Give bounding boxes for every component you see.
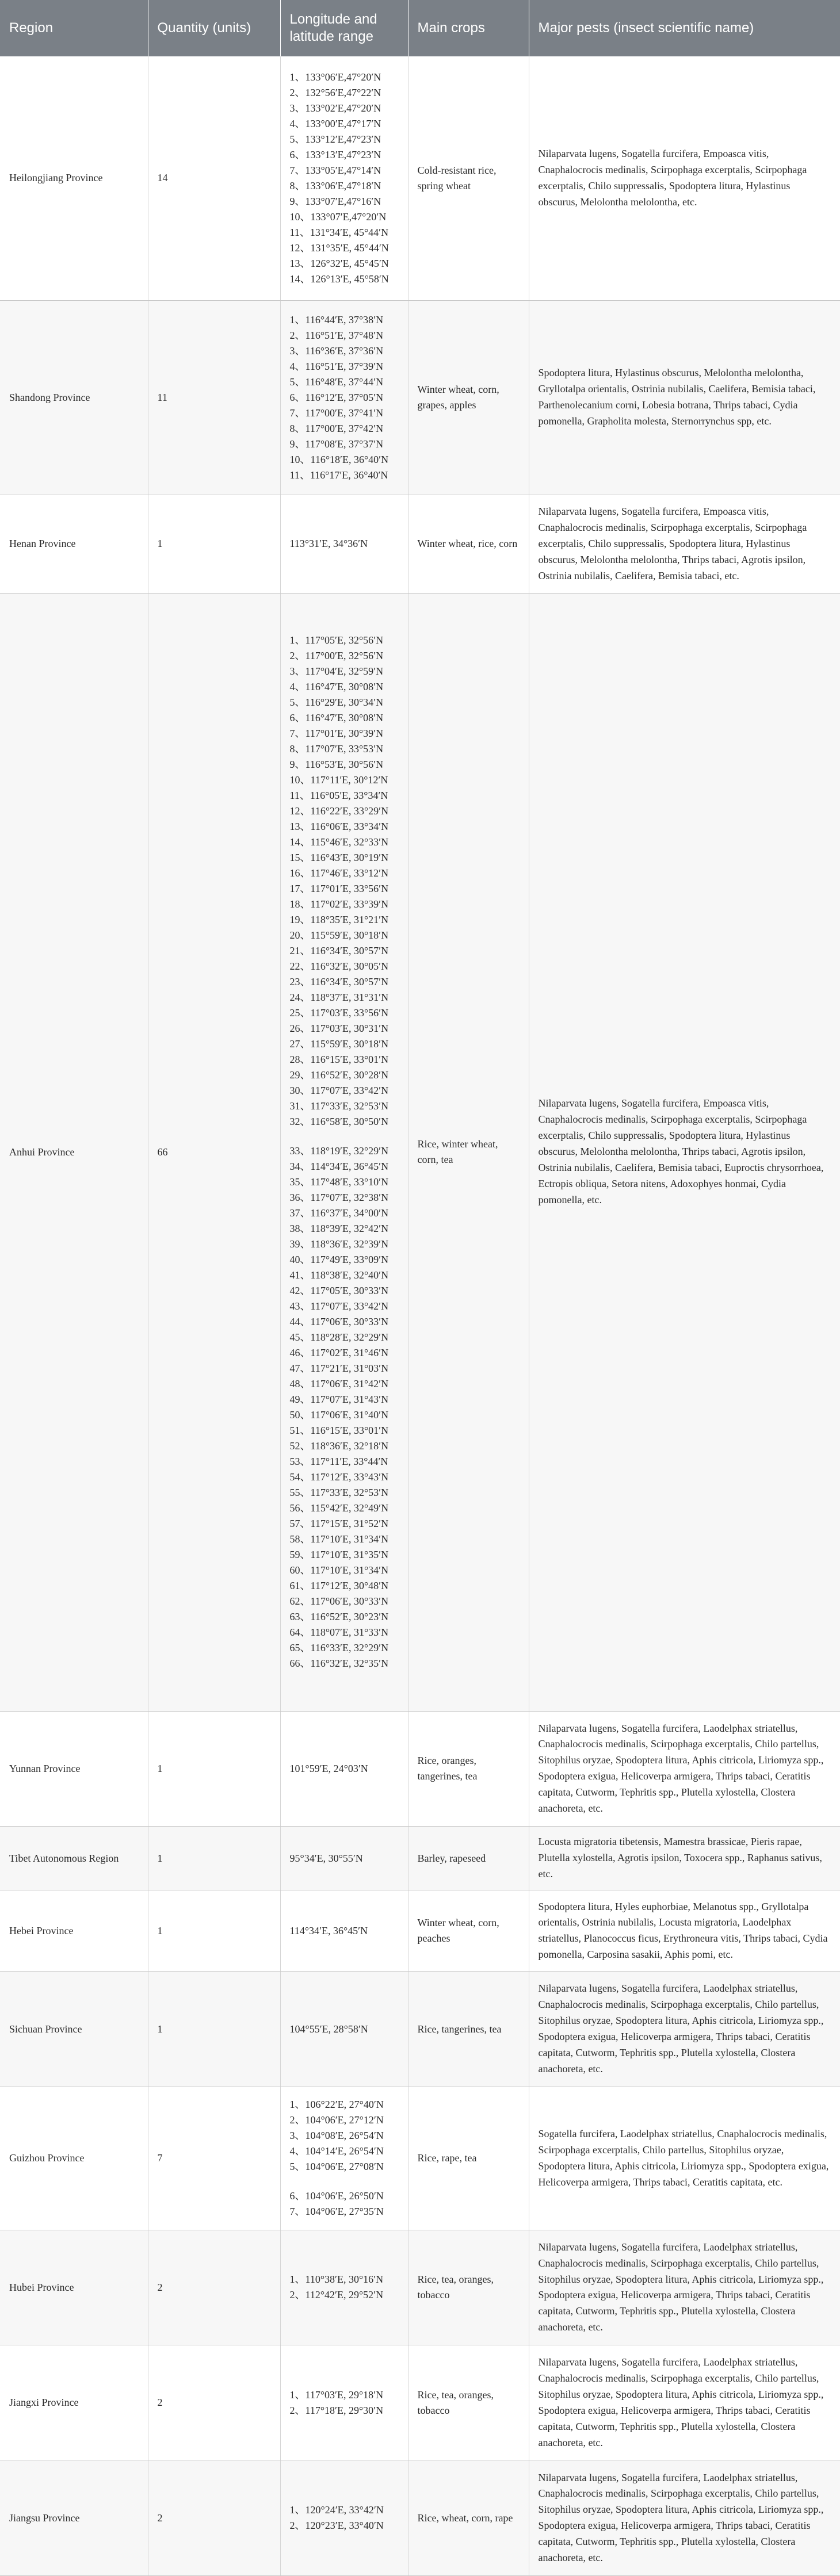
table-row — [0, 2460, 840, 2576]
coordinate-list — [290, 1761, 399, 1777]
coordinate-item: 28、116°15′E, 33°01′N — [289, 1054, 389, 1066]
header-crops: Main crops — [408, 0, 529, 56]
quantity-cell: 2 — [148, 2230, 280, 2345]
coordinate-item: 10、133°07′E,47°20′N — [289, 210, 387, 223]
coordinates-cell — [280, 1826, 408, 1890]
coordinate-item: 30、117°07′E, 33°42′N — [289, 1085, 389, 1097]
pests-cell: Nilaparvata lugens, Sogatella furcifera, Empoasca vitis, Cnaphalocrocis medinalis, Scirpophaga excerptalis, Scirpophaga excerptalis, Chilo suppressalis, Spodoptera litura, Hylastinus obscurus, Melolontha melolontha, etc. — [529, 56, 840, 300]
quantity-cell: 1 — [148, 1826, 280, 1890]
coordinate-item: 36、117°07′E, 32°38′N — [289, 1192, 389, 1204]
coordinate-item: 64、118°07′E, 31°33′N — [289, 1626, 389, 1639]
table-body — [0, 56, 840, 2576]
coordinate-item: 2、117°18′E, 29°30′N — [289, 2404, 384, 2416]
coordinate-item: 63、116°52′E, 30°23′N — [289, 1611, 389, 1623]
coordinate-item: 21、116°34′E, 30°57′N — [289, 945, 389, 957]
table-row — [0, 1972, 840, 2087]
coordinate-item: 10、116°18′E, 36°40′N — [289, 453, 389, 465]
table-header — [0, 0, 840, 56]
coordinate-list — [290, 2272, 399, 2303]
coordinate-item: 2、117°00′E, 32°56′N — [289, 650, 384, 662]
region-cell: Guizhou Province — [0, 2087, 148, 2230]
pests-cell: Nilaparvata lugens, Sogatella furcifera, Laodelphax striatellus, Cnaphalocrocis medinalis, Scirpophaga excerptalis, Chilo partellus, Sitophilus oryzae, Spodoptera litura, Aphis citricola, Liriomyza spp., Spodoptera exigua, Helicoverpa armigera, Thrips tabaci, Ceratitis capitata, Cutworm, Tephritis spp., Plutella xylostella, Clostera anachoreta, etc. — [529, 1711, 840, 1826]
coordinate-list — [290, 2502, 399, 2533]
coordinate-item: 56、115°42′E, 32°49′N — [289, 1502, 389, 1514]
region-cell: Yunnan Province — [0, 1711, 148, 1826]
coordinates-cell — [280, 300, 408, 495]
coordinate-item: 8、117°07′E, 33°53′N — [289, 743, 384, 755]
coordinate-item: 1、106°22′E, 27°40′N — [289, 2099, 384, 2111]
coordinate-item: 104°55′E, 28°58′N — [289, 2023, 368, 2035]
coordinate-item: 65、116°33′E, 32°29′N — [289, 1642, 389, 1654]
coordinate-item: 2、112°42′E, 29°52′N — [289, 2289, 384, 2301]
region-cell: Hebei Province — [0, 1890, 148, 1972]
pests-cell: Sogatella furcifera, Laodelphax striatellus, Cnaphalocrocis medinalis, Scirpophaga excerptalis, Chilo partellus, Sitophilus oryzae, Spodoptera litura, Aphis citricola, Liriomyza spp., Spodoptera exigua, Helicoverpa armigera, Thrips tabaci, Ceratitis capitata, etc. — [529, 2087, 840, 2230]
coordinate-item: 3、133°02′E,47°20′N — [289, 102, 381, 114]
pests-cell: Nilaparvata lugens, Sogatella furcifera, Empoasca vitis, Cnaphalocrocis medinalis, Scirpophaga excerptalis, Scirpophaga excerptalis, Chilo suppressalis, Spodoptera litura, Hylastinus obscurus, Melolontha melolontha, Thrips tabaci, Agrotis ipsilon, Ostrinia nubilalis, Caelifera, Bemisia tabaci, etc. — [529, 495, 840, 593]
quantity-cell: 1 — [148, 495, 280, 593]
coordinate-item: 23、116°34′E, 30°57′N — [289, 976, 389, 988]
coordinate-list — [290, 536, 399, 552]
coordinate-item: 95°34′E, 30°55′N — [289, 1852, 363, 1864]
coordinate-item: 15、116°43′E, 30°19′N — [289, 852, 389, 864]
quantity-cell: 1 — [148, 1890, 280, 1972]
coordinate-item: 113°31′E, 34°36′N — [289, 538, 368, 550]
coordinate-item: 41、118°38′E, 32°40′N — [289, 1269, 389, 1281]
coordinate-item: 20、115°59′E, 30°18′N — [289, 929, 389, 941]
region-cell: Sichuan Province — [0, 1972, 148, 2087]
coordinate-item: 58、117°10′E, 31°34′N — [289, 1533, 389, 1545]
coordinate-item: 2、104°06′E, 27°12′N — [289, 2114, 384, 2126]
coordinate-item: 22、116°32′E, 30°05′N — [289, 960, 389, 973]
coordinate-item: 35、117°48′E, 33°10′N — [289, 1176, 389, 1188]
coordinate-item: 5、116°48′E, 37°44′N — [289, 376, 384, 388]
coordinate-item: 101°59′E, 24°03′N — [289, 1762, 368, 1774]
table-row — [0, 1711, 840, 1826]
coordinate-list — [290, 2387, 399, 2418]
coordinate-item: 9、133°07′E,47°16′N — [289, 195, 381, 207]
coordinate-item: 48、117°06′E, 31°42′N — [289, 1378, 389, 1390]
coordinates-cell — [280, 2345, 408, 2460]
crops-cell: Winter wheat, corn, grapes, apples — [408, 300, 529, 495]
coordinate-item: 12、116°22′E, 33°29′N — [289, 805, 389, 817]
quantity-cell: 7 — [148, 2087, 280, 2230]
header-pests: Major pests (insect scientific name) — [529, 0, 840, 56]
table-row — [0, 56, 840, 300]
quantity-cell: 2 — [148, 2345, 280, 2460]
coordinate-list — [290, 1851, 399, 1866]
header-region: Region — [0, 0, 148, 56]
region-cell: Hubei Province — [0, 2230, 148, 2345]
coordinate-item: 14、115°46′E, 32°33′N — [289, 836, 389, 848]
coordinate-item: 39、118°36′E, 32°39′N — [289, 1238, 389, 1250]
crops-cell: Winter wheat, rice, corn — [408, 495, 529, 593]
region-cell: Tibet Autonomous Region — [0, 1826, 148, 1890]
coordinate-item: 1、133°06′E,47°20′N — [289, 71, 381, 83]
coordinate-item: 42、117°05′E, 30°33′N — [289, 1285, 389, 1297]
coordinate-item: 53、117°11′E, 33°44′N — [289, 1456, 388, 1468]
coordinate-item: 51、116°15′E, 33°01′N — [289, 1425, 389, 1437]
coordinate-item: 17、117°01′E, 33°56′N — [289, 883, 389, 895]
quantity-cell: 1 — [148, 1711, 280, 1826]
coordinate-item: 6、104°06′E, 26°50′N — [289, 2190, 384, 2202]
coordinate-item: 4、104°14′E, 26°54′N — [289, 2145, 384, 2157]
coordinate-item: 7、133°05′E,47°14′N — [289, 164, 381, 176]
coordinate-item: 49、117°07′E, 31°43′N — [289, 1394, 389, 1406]
crops-cell: Winter wheat, corn, peaches — [408, 1890, 529, 1972]
coordinates-cell — [280, 2460, 408, 2576]
coordinate-item: 4、133°00′E,47°17′N — [289, 117, 381, 129]
coordinates-cell — [280, 1890, 408, 1972]
coordinate-item: 19、118°35′E, 31°21′N — [289, 914, 389, 926]
coordinate-item: 25、117°03′E, 33°56′N — [289, 1007, 389, 1019]
coordinate-item: 10、117°11′E, 30°12′N — [289, 774, 388, 786]
pests-cell: Nilaparvata lugens, Sogatella furcifera, Laodelphax striatellus, Cnaphalocrocis medinalis, Scirpophaga excerptalis, Chilo partellus, Sitophilus oryzae, Spodoptera litura, Aphis citricola, Liriomyza spp., Spodoptera exigua, Helicoverpa armigera, Thrips tabaci, Ceratitis capitata, Cutworm, Tephritis spp., Plutella xylostella, Clostera anachoreta, etc. — [529, 2460, 840, 2576]
coordinate-item: 2、132°56′E,47°22′N — [289, 86, 381, 98]
coordinate-item: 3、116°36′E, 37°36′N — [289, 345, 384, 357]
coordinate-item: 5、133°12′E,47°23′N — [289, 133, 381, 145]
pests-cell: Spodoptera litura, Hyles euphorbiae, Melanotus spp., Gryllotalpa orientalis, Ostrinia nubilalis, Locusta migratoria, Laodelphax striatellus, Planococcus ficus, Erythroneura vitis, Thrips tabaci, Cydia pomonella, Carposina sasakii, Aphis pomi, etc. — [529, 1890, 840, 1972]
coordinate-item: 59、117°10′E, 31°35′N — [289, 1549, 389, 1561]
coordinate-item: 52、118°36′E, 32°18′N — [289, 1440, 389, 1452]
coordinate-gap — [290, 1130, 399, 1143]
quantity-cell: 14 — [148, 56, 280, 300]
table-row — [0, 593, 840, 1711]
coordinate-gap — [290, 2175, 399, 2188]
coordinate-item: 44、117°06′E, 30°33′N — [289, 1316, 389, 1328]
table-row — [0, 300, 840, 495]
coordinate-item: 8、117°00′E, 37°42′N — [289, 422, 384, 434]
coordinate-item: 32、116°58′E, 30°50′N — [289, 1116, 389, 1128]
coordinate-item: 3、104°08′E, 26°54′N — [289, 2130, 384, 2142]
coordinate-item: 11、131°34′E, 45°44′N — [289, 226, 389, 238]
pests-cell: Nilaparvata lugens, Sogatella furcifera, Laodelphax striatellus, Cnaphalocrocis medinalis, Scirpophaga excerptalis, Chilo partellus, Sitophilus oryzae, Spodoptera litura, Aphis citricola, Liriomyza spp., Spodoptera exigua, Helicoverpa armigera, Thrips tabaci, Ceratitis capitata, Cutworm, Tephritis spp., Plutella xylostella, Clostera anachoreta, etc. — [529, 1972, 840, 2087]
coordinate-item: 24、118°37′E, 31°31′N — [289, 992, 389, 1004]
pests-cell: Locusta migratoria tibetensis, Mamestra brassicae, Pieris rapae, Plutella xylostella, Agrotis ipsilon, Toxocera spp., Raphanus sativus, etc. — [529, 1826, 840, 1890]
region-cell: Shandong Province — [0, 300, 148, 495]
coordinates-cell — [280, 1972, 408, 2087]
coordinate-item: 6、116°12′E, 37°05′N — [289, 391, 384, 403]
pests-cell: Nilaparvata lugens, Sogatella furcifera, Laodelphax striatellus, Cnaphalocrocis medinalis, Scirpophaga excerptalis, Chilo partellus, Sitophilus oryzae, Spodoptera litura, Aphis citricola, Liriomyza spp., Spodoptera exigua, Helicoverpa armigera, Thrips tabaci, Ceratitis capitata, Cutworm, Tephritis spp., Plutella xylostella, Clostera anachoreta, etc. — [529, 2230, 840, 2345]
coordinate-item: 5、104°06′E, 27°08′N — [289, 2161, 384, 2173]
coordinate-item: 1、117°03′E, 29°18′N — [289, 2389, 384, 2401]
region-cell: Jiangsu Province — [0, 2460, 148, 2576]
coordinate-item: 2、120°23′E, 33°40′N — [289, 2520, 384, 2532]
coordinate-item: 61、117°12′E, 30°48′N — [289, 1580, 389, 1592]
region-cell: Henan Province — [0, 495, 148, 593]
coordinate-item: 31、117°33′E, 32°53′N — [289, 1100, 389, 1112]
coordinates-cell — [280, 2087, 408, 2230]
coordinates-cell — [280, 56, 408, 300]
table-row — [0, 2230, 840, 2345]
coordinate-item: 66、116°32′E, 32°35′N — [289, 1658, 389, 1670]
crops-cell: Rice, wheat, corn, rape — [408, 2460, 529, 2576]
coordinate-item: 33、118°19′E, 32°29′N — [289, 1145, 389, 1157]
crops-cell: Rice, winter wheat, corn, tea — [408, 593, 529, 1711]
coordinate-item: 50、117°06′E, 31°40′N — [289, 1409, 389, 1421]
coordinate-item: 114°34′E, 36°45′N — [289, 1924, 368, 1936]
coordinate-item: 60、117°10′E, 31°34′N — [289, 1564, 389, 1576]
coordinates-cell — [280, 593, 408, 1711]
header-row — [0, 0, 840, 56]
coordinate-item: 7、104°06′E, 27°35′N — [289, 2206, 384, 2218]
coordinate-item: 18、117°02′E, 33°39′N — [289, 898, 389, 910]
coordinate-item: 9、117°08′E, 37°37′N — [289, 438, 384, 450]
coordinate-item: 46、117°02′E, 31°46′N — [289, 1347, 389, 1359]
pests-cell: Nilaparvata lugens, Sogatella furcifera, Laodelphax striatellus, Cnaphalocrocis medinalis, Scirpophaga excerptalis, Chilo partellus, Sitophilus oryzae, Spodoptera litura, Aphis citricola, Liriomyza spp., Spodoptera exigua, Helicoverpa armigera, Thrips tabaci, Ceratitis capitata, Cutworm, Tephritis spp., Plutella xylostella, Clostera anachoreta, etc. — [529, 2345, 840, 2460]
coordinates-cell — [280, 1711, 408, 1826]
table-row — [0, 1826, 840, 1890]
crops-cell: Rice, oranges, tangerines, tea — [408, 1711, 529, 1826]
coordinate-item: 6、116°47′E, 30°08′N — [289, 712, 384, 724]
crops-cell: Rice, rape, tea — [408, 2087, 529, 2230]
coordinate-item: 62、117°06′E, 30°33′N — [289, 1595, 389, 1607]
coordinate-item: 26、117°03′E, 30°31′N — [289, 1023, 389, 1035]
coordinate-item: 55、117°33′E, 32°53′N — [289, 1487, 389, 1499]
coordinate-item: 9、116°53′E, 30°56′N — [289, 759, 384, 771]
crops-cell: Rice, tea, oranges, tobacco — [408, 2230, 529, 2345]
quantity-cell: 2 — [148, 2460, 280, 2576]
coordinate-list — [290, 312, 399, 483]
coordinate-list — [290, 633, 399, 1671]
coordinate-item: 7、117°00′E, 37°41′N — [289, 407, 384, 419]
coordinates-cell — [280, 495, 408, 593]
coordinate-item: 38、118°39′E, 32°42′N — [289, 1223, 389, 1235]
coordinate-item: 16、117°46′E, 33°12′N — [289, 867, 389, 879]
quantity-cell: 66 — [148, 593, 280, 1711]
coordinate-item: 14、126°13′E, 45°58′N — [289, 273, 389, 285]
coordinate-item: 2、116°51′E, 37°48′N — [289, 329, 384, 341]
coordinate-list — [290, 2097, 399, 2219]
coordinate-item: 29、116°52′E, 30°28′N — [289, 1069, 389, 1081]
coordinate-item: 3、117°04′E, 32°59′N — [289, 665, 384, 678]
coordinate-item: 1、116°44′E, 37°38′N — [289, 313, 384, 326]
coordinate-item: 13、126°32′E, 45°45′N — [289, 257, 389, 269]
crops-cell: Barley, rapeseed — [408, 1826, 529, 1890]
quantity-cell: 11 — [148, 300, 280, 495]
coordinate-item: 54、117°12′E, 33°43′N — [289, 1471, 389, 1483]
table-row — [0, 2345, 840, 2460]
coordinate-list — [290, 70, 399, 287]
coordinate-item: 4、116°51′E, 37°39′N — [289, 360, 384, 372]
coordinate-item: 47、117°21′E, 31°03′N — [289, 1362, 389, 1375]
coordinate-item: 40、117°49′E, 33°09′N — [289, 1254, 389, 1266]
coordinate-item: 5、116°29′E, 30°34′N — [289, 696, 384, 709]
header-quantity: Quantity (units) — [148, 0, 280, 56]
coordinate-item: 37、116°37′E, 34°00′N — [289, 1207, 389, 1219]
table-row — [0, 1890, 840, 1972]
coordinate-item: 34、114°34′E, 36°45′N — [289, 1161, 389, 1173]
coordinate-item: 1、110°38′E, 30°16′N — [289, 2273, 384, 2286]
coordinate-item: 11、116°05′E, 33°34′N — [289, 790, 388, 802]
coordinate-item: 11、116°17′E, 36°40′N — [289, 469, 388, 481]
table-row — [0, 2087, 840, 2230]
coordinate-item: 4、116°47′E, 30°08′N — [289, 681, 384, 693]
coordinate-item: 7、117°01′E, 30°39′N — [289, 728, 384, 740]
table-row — [0, 495, 840, 593]
coordinate-item: 13、116°06′E, 33°34′N — [289, 821, 389, 833]
coordinate-item: 6、133°13′E,47°23′N — [289, 148, 381, 160]
coordinate-list — [290, 2022, 399, 2037]
coordinate-item: 8、133°06′E,47°18′N — [289, 179, 381, 192]
coordinate-item: 57、117°15′E, 31°52′N — [289, 1518, 389, 1530]
coordinate-item: 12、131°35′E, 45°44′N — [289, 242, 389, 254]
region-cell: Heilongjiang Province — [0, 56, 148, 300]
pests-cell: Spodoptera litura, Hylastinus obscurus, Melolontha melolontha, Gryllotalpa orientalis, Ostrinia nubilalis, Caelifera, Bemisia tabaci, Parthenolecanium corni, Lobesia botrana, Thrips tabaci, Cydia pomonella, Grapholita molesta, Sternorrynchus spp, etc. — [529, 300, 840, 495]
coordinates-cell — [280, 2230, 408, 2345]
crops-cell: Rice, tangerines, tea — [408, 1972, 529, 2087]
coordinate-item: 27、115°59′E, 30°18′N — [289, 1038, 389, 1050]
coordinate-item: 43、117°07′E, 33°42′N — [289, 1300, 389, 1312]
pests-cell: Nilaparvata lugens, Sogatella furcifera, Empoasca vitis, Cnaphalocrocis medinalis, Scirpophaga excerptalis, Scirpophaga excerptalis, Chilo suppressalis, Spodoptera litura, Hylastinus obscurus, Melolontha melolontha, Thrips tabaci, Agrotis ipsilon, Ostrinia nubilalis, Caelifera, Bemisia tabaci, Euproctis chrysorrhoea, Ectropis obliqua, Setora nitens, Adoxophyes honmai, Cydia pomonella, etc. — [529, 593, 840, 1711]
region-cell: Anhui Province — [0, 593, 148, 1711]
header-range: Longitude and latitude range — [280, 0, 408, 56]
crops-cell: Cold-resistant rice, spring wheat — [408, 56, 529, 300]
coordinate-list — [290, 1923, 399, 1939]
region-cell: Jiangxi Province — [0, 2345, 148, 2460]
coordinate-item: 1、117°05′E, 32°56′N — [289, 634, 384, 646]
crops-cell: Rice, tea, oranges, tobacco — [408, 2345, 529, 2460]
coordinate-item: 45、118°28′E, 32°29′N — [289, 1331, 389, 1343]
coordinate-item: 1、120°24′E, 33°42′N — [289, 2504, 384, 2516]
quantity-cell: 1 — [148, 1972, 280, 2087]
